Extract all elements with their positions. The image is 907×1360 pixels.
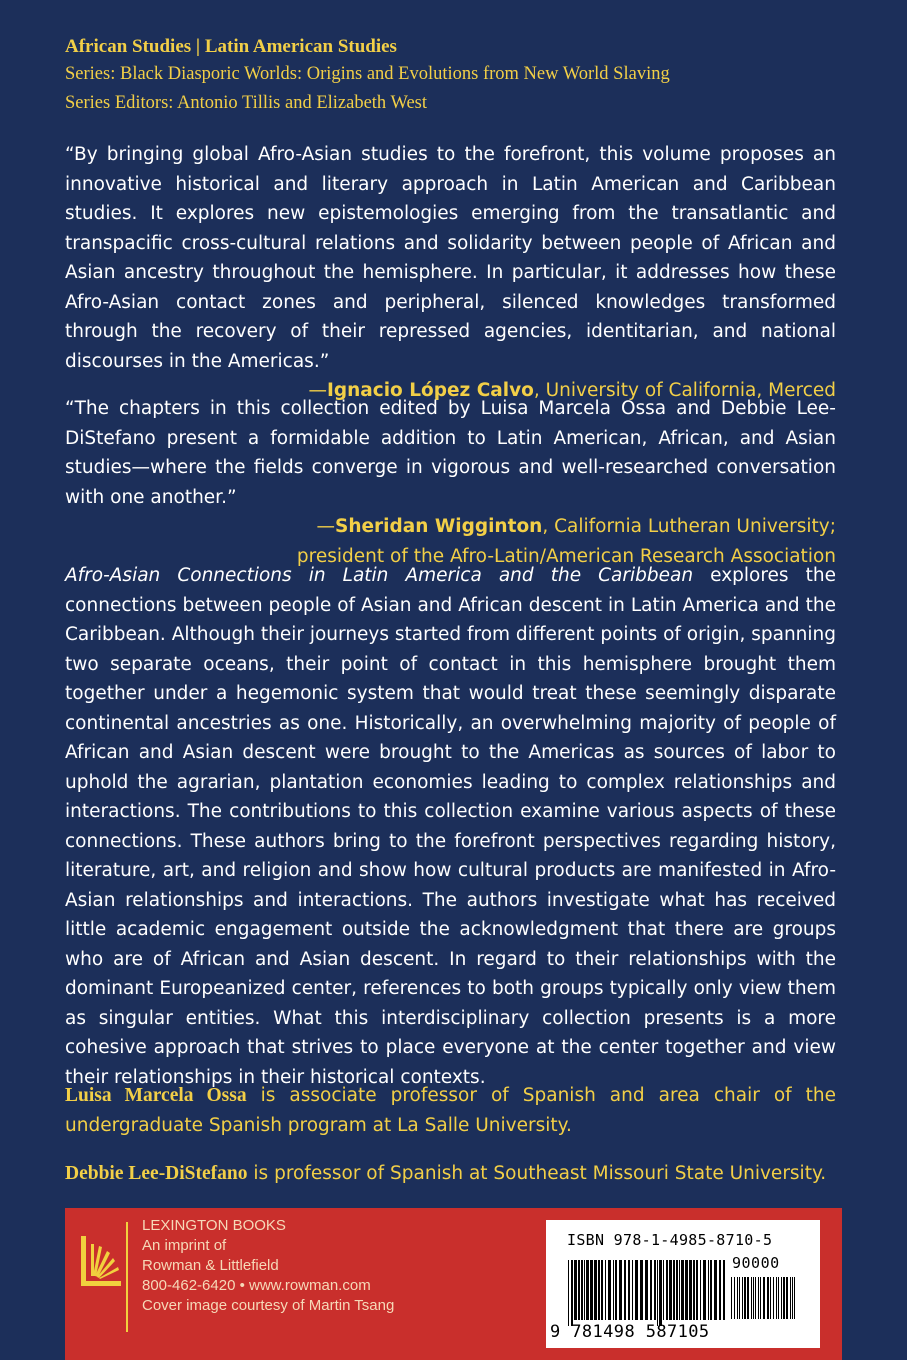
- barcode-bar: [755, 1277, 756, 1319]
- imprint-line-2: Rowman & Littlefield: [142, 1257, 279, 1274]
- barcode-bar: [590, 1260, 593, 1320]
- description-text: explores the connections between people of Asian and African descent in Latin America and the Caribbean. Although their journeys started from different points of origin, spanning two separate oceans, their point of contact in this hemisphere brought them together under a hegemonic system that would treat these seemingly disparate continental ancestries as one. Historically, an overwhelming majority of people of African and Asian descent were brought to the Americas as sources of labor to uphold the agrarian, plantation economies leading to complex relationships and interactions. The contributions to this collection examine various aspects of these connections. These authors bring to the forefront perspectives regarding history, literature, art, and religion and show how cultural products are manifested in Afro-Asian relationships and interactions. The authors investigate what has received little academic engagement outside the acknowledgment that there are groups who are of African and Asian descent. In regard to their relationships with the dominant Europeanized center, references to both groups typically only view them as singular entities. What this interdisciplinary collection presents is a more cohesive approach that strives to place everyone at the center together and view their relationships in their historical contexts.: [65, 565, 836, 1088]
- ean-barcode: [568, 1260, 726, 1326]
- isbn-barcode-box: [546, 1220, 820, 1348]
- series-title: Series: Black Diasporic Worlds: Origins and Evolutions from New World Slaving: [65, 64, 670, 84]
- publisher-name: LEXINGTON BOOKS: [142, 1217, 286, 1234]
- subject-categories: African Studies | Latin American Studies: [65, 36, 397, 57]
- barcode-bar: [786, 1277, 788, 1319]
- barcode-bar: [666, 1260, 668, 1320]
- barcode-bar: [650, 1260, 652, 1320]
- author-bio-text: is associate professor of Spanish and area chair of the undergraduate Spanish program at La Salle University.: [65, 1085, 837, 1136]
- barcode-bar: [773, 1277, 774, 1319]
- barcode-bar: [640, 1260, 643, 1320]
- barcode-bar: [645, 1260, 648, 1320]
- barcode-bar: [792, 1277, 793, 1319]
- isbn-number: ISBN 978-1-4985-8710-5: [567, 1231, 773, 1249]
- barcode-bar: [685, 1260, 688, 1320]
- endorsement-quote-2: [65, 394, 836, 571]
- endorser-name: Sheridan Wigginton: [335, 516, 543, 537]
- barcode-bar: [751, 1277, 752, 1319]
- barcode-bar: [669, 1260, 672, 1320]
- barcode-bar: [605, 1260, 606, 1320]
- quote-text: “By bringing global Afro-Asian studies to the forefront, this volume proposes an innovative historical and literary approach in Latin American and Caribbean studies. It explores new epistemologies emerging from the transatlantic and transpacific cross-cultural relations and solidarity between people of African and Asian ancestry throughout the hemisphere. In particular, it addresses how these Afro-Asian contact zones and peripheral, silenced knowledges transformed through the recovery of their repressed agencies, identitarian, and national discourses in the Americas.”: [65, 144, 836, 372]
- quote-text: “The chapters in this collection edited by Luisa Marcela Ossa and Debbie Lee-DiStefano present a formidable addition to Latin American, African, and Asian studies—where the fields converge in vigorous and well-researched conversation with one another.”: [65, 398, 836, 508]
- barcode-bar: [742, 1277, 743, 1319]
- quote-attribution: [65, 512, 836, 542]
- barcode-bar: [710, 1260, 712, 1320]
- barcode-bar: [598, 1260, 600, 1320]
- barcode-bar: [708, 1260, 709, 1320]
- barcode-bar: [659, 1260, 662, 1326]
- barcode-bar: [673, 1260, 675, 1320]
- publisher-divider: [126, 1222, 128, 1332]
- attribution-dash: —: [316, 516, 336, 537]
- barcode-bar: [703, 1260, 706, 1320]
- barcode-bar: [654, 1260, 656, 1320]
- barcode-bar: [734, 1277, 735, 1319]
- barcode-bar: [663, 1260, 664, 1320]
- barcode-bar: [608, 1260, 611, 1320]
- barcode-bar: [744, 1277, 746, 1319]
- barcode-bar: [763, 1277, 765, 1319]
- endorser-affiliation-2: president of the Afro-Latin/American Research Association: [296, 545, 836, 567]
- barcode-bar: [689, 1260, 692, 1320]
- publisher-footer: [65, 1208, 842, 1360]
- barcode-bar: [676, 1260, 678, 1320]
- barcode-bar: [578, 1260, 580, 1320]
- barcode-bar: [624, 1260, 626, 1320]
- barcode-bar: [581, 1260, 583, 1320]
- author-bio-text: is professor of Spanish at Southeast Missouri State University.: [247, 1163, 827, 1184]
- addon-barcode: [731, 1277, 795, 1325]
- author-name: Luisa Marcela Ossa: [65, 1085, 247, 1106]
- barcode-bar: [696, 1260, 698, 1320]
- barcode-bar: [601, 1260, 603, 1320]
- barcode-bar: [679, 1260, 680, 1320]
- imprint-line-1: An imprint of: [142, 1237, 227, 1254]
- endorser-affiliation: , California Lutheran University;: [542, 516, 836, 537]
- ean-digits: 9 781498 587105: [550, 1322, 710, 1342]
- endorser-name: Ignacio López Calvo: [326, 380, 534, 401]
- barcode-bar: [739, 1277, 740, 1319]
- cover-credit: Cover image courtesy of Martin Tsang: [142, 1297, 395, 1314]
- barcode-bar: [767, 1277, 769, 1319]
- author-bio-1: [65, 1081, 836, 1140]
- barcode-bar: [584, 1260, 585, 1320]
- barcode-bar: [758, 1277, 759, 1319]
- barcode-bar: [632, 1260, 633, 1320]
- barcode-bar: [737, 1277, 738, 1319]
- barcode-bar: [681, 1260, 684, 1320]
- barcode-bar: [778, 1277, 779, 1319]
- barcode-bar: [760, 1277, 761, 1319]
- barcode-bar: [776, 1277, 777, 1319]
- barcode-bar: [747, 1277, 749, 1319]
- series-editors: Series Editors: Antonio Tillis and Elizabeth West: [65, 93, 427, 113]
- barcode-bar: [574, 1260, 577, 1320]
- barcode-bar: [635, 1260, 638, 1320]
- barcode-bar: [794, 1277, 795, 1319]
- barcode-bar: [657, 1260, 658, 1326]
- barcode-bar: [781, 1277, 782, 1319]
- publisher-contact: 800-462-6420 • www.rowman.com: [142, 1277, 371, 1294]
- barcode-bar: [619, 1260, 622, 1320]
- barcode-bar: [700, 1260, 701, 1320]
- barcode-bar: [723, 1260, 725, 1320]
- author-name: Debbie Lee-DiStefano: [65, 1163, 248, 1184]
- book-title: Afro-Asian Connections in Latin America and the Caribbean: [65, 565, 694, 586]
- barcode-bar: [586, 1260, 589, 1320]
- book-description: [65, 561, 836, 1092]
- barcode-bar: [693, 1260, 695, 1320]
- lexington-logo-icon: [79, 1230, 123, 1290]
- author-bio-2: [65, 1159, 836, 1189]
- barcode-bar: [628, 1260, 630, 1320]
- barcode-bar: [731, 1277, 732, 1319]
- endorser-affiliation: , University of California, Merced: [533, 380, 836, 401]
- barcode-bar: [714, 1260, 717, 1320]
- barcode-bar: [719, 1260, 721, 1320]
- barcode-bar: [615, 1260, 617, 1320]
- barcode-bar: [568, 1260, 569, 1326]
- barcode-bar: [753, 1277, 754, 1319]
- barcode-bar: [770, 1277, 771, 1319]
- barcode-bar: [613, 1260, 614, 1320]
- publisher-info: [142, 1216, 394, 1316]
- barcode-bar: [594, 1260, 597, 1320]
- endorsement-quote-1: [65, 140, 836, 406]
- price-addon-number: 90000: [732, 1254, 780, 1272]
- attribution-dash: —: [308, 380, 327, 401]
- barcode-bar: [790, 1277, 791, 1319]
- barcode-bar: [571, 1260, 573, 1326]
- barcode-bar: [783, 1277, 785, 1319]
- series-header: [65, 34, 845, 118]
